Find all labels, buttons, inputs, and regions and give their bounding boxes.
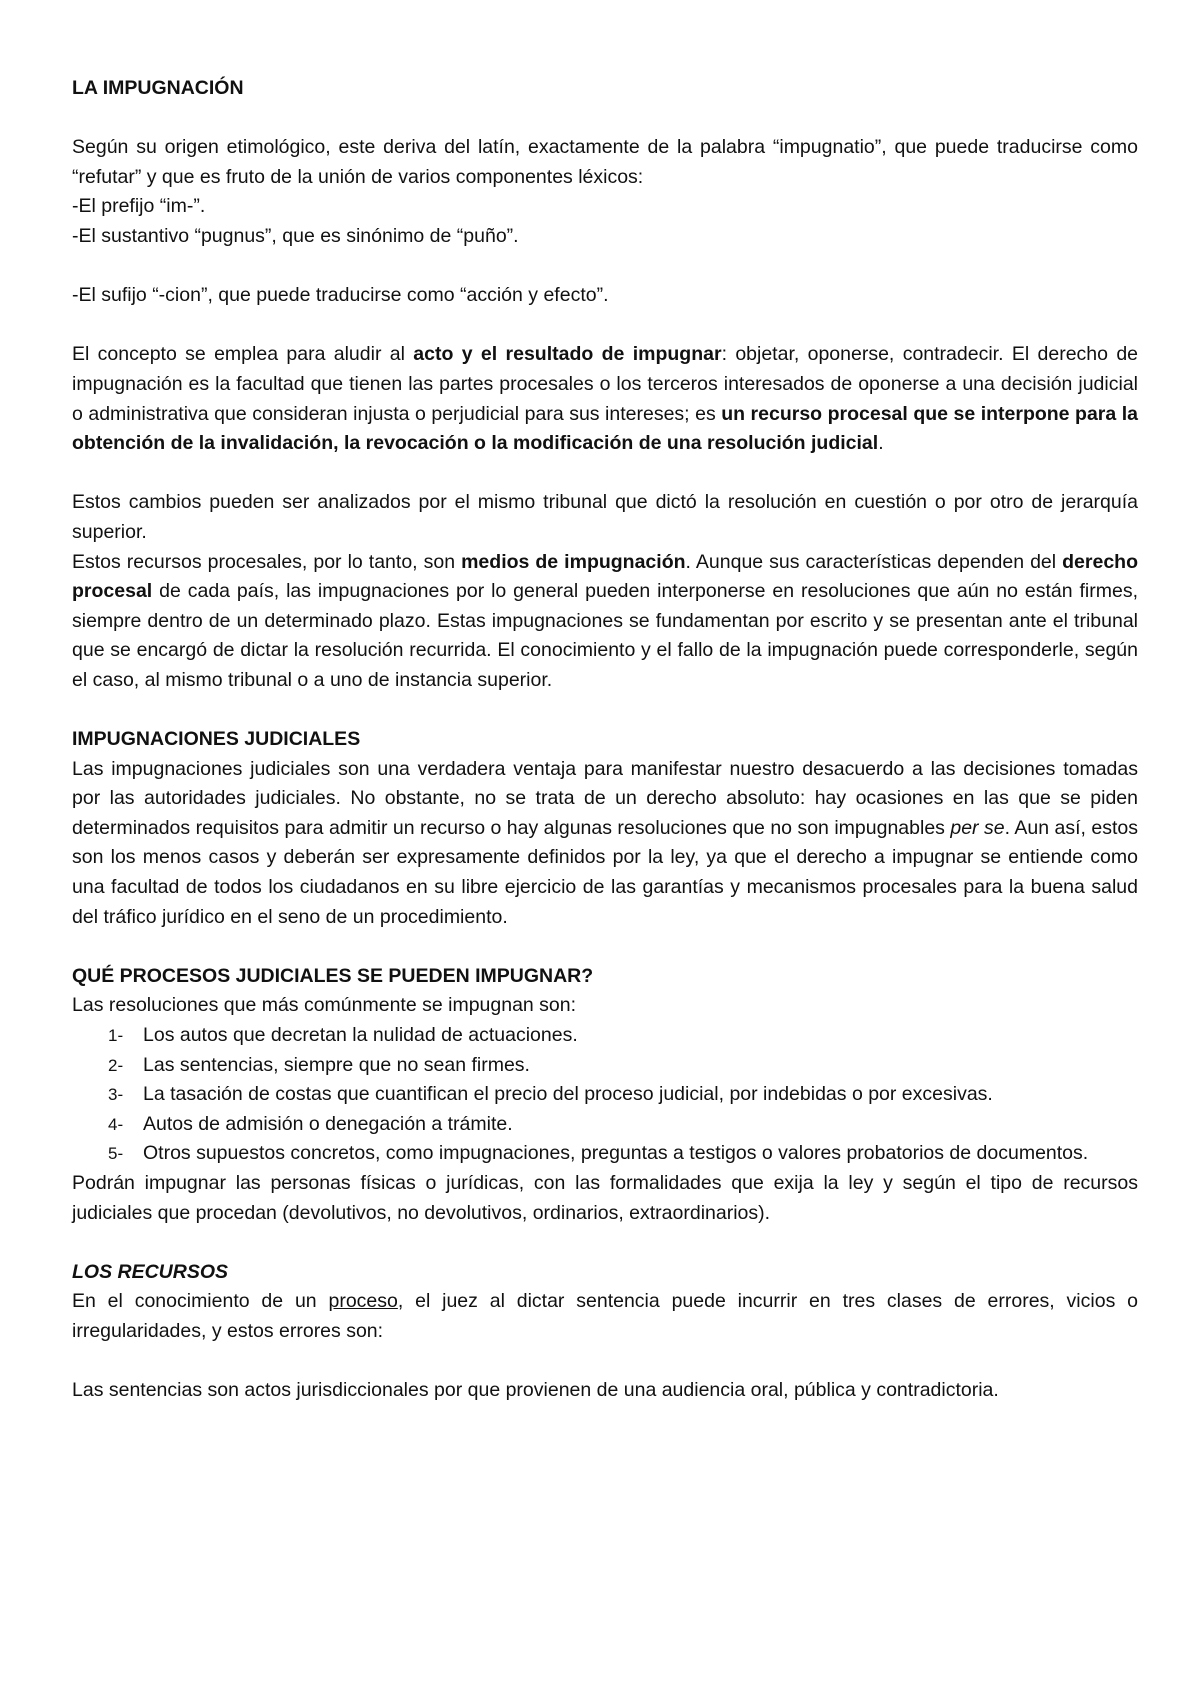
recursos-last-paragraph: Las sentencias son actos jurisdiccionales por que provienen de una audiencia oral, pública y contradictoria. bbox=[72, 1379, 999, 1402]
etymology-intro: Según su origen etimológico, este deriva del latín, exactamente de la palabra “impugnatio”, que puede traducirse como “refutar” y que es fruto de la unión de varios componentes léxicos: bbox=[72, 136, 1138, 188]
spacer bbox=[72, 311, 1138, 341]
spacer bbox=[72, 252, 1138, 282]
list-item-number: 5- bbox=[108, 1144, 124, 1164]
judicial-text-1: Las impugnaciones judiciales son una verdadera ventaja para manifestar nuestro desacuerdo a las decisiones tomadas por las autoridades judiciales. No obstante, no se trata de un derecho absoluto: hay ocasiones en las que se piden determinados requisitos para admitir un recurso o hay algunas resoluciones que no son impugnables bbox=[72, 757, 1138, 839]
list-item-text: Los autos que decretan la nulidad de actuaciones. bbox=[143, 1024, 578, 1046]
changes-text-2: . Aunque sus características dependen del bbox=[685, 550, 1063, 573]
concept-text-3: . bbox=[878, 432, 884, 455]
changes-paragraph-1: Estos cambios pueden ser analizados por el mismo tribunal que dictó la resolución en cuestión o por otro de jerarquía superior. bbox=[72, 491, 1138, 543]
list-item-text: Las sentencias, siempre que no sean firmes. bbox=[143, 1053, 530, 1076]
etymology-noun: -El sustantivo “pugnus”, que es sinónimo de “puño”. bbox=[72, 224, 519, 247]
recursos-text-2: , el juez al dictar sentencia puede incurrir en tres clases de errores, vicios o irregularidades, y estos errores son: bbox=[72, 1290, 1138, 1342]
list-item bbox=[108, 1021, 1138, 1051]
list-item-number: 4- bbox=[108, 1114, 124, 1134]
list-item bbox=[108, 1080, 1138, 1110]
spacer bbox=[72, 1347, 1138, 1377]
etymology-suffix: -El sufijo “-cion”, que puede traducirse como “acción y efecto”. bbox=[72, 284, 609, 307]
processes-intro: Las resoluciones que más comúnmente se impugnan son: bbox=[72, 994, 577, 1017]
proceso-link[interactable]: proceso bbox=[328, 1290, 398, 1313]
spacer bbox=[72, 1228, 1138, 1258]
processes-outro: Podrán impugnar las personas físicas o jurídicas, con las formalidades que exija la ley y según el tipo de recursos judiciales que procedan (devolutivos, no devolutivos, ordinarios, extraordinarios). bbox=[72, 1171, 1138, 1224]
concept-bold-1: acto y el resultado de impugnar bbox=[413, 343, 722, 366]
judicial-paragraph bbox=[72, 755, 1138, 933]
concept-bold-2: un recurso procesal que se interpone para la obtención de la invalidación, la revocación o la modificación de una resolución judicial bbox=[72, 402, 1139, 455]
spacer bbox=[72, 932, 1138, 962]
concept-text-2: : objetar, oponerse, contradecir. El derecho de impugnación es la facultad que tienen las partes procesales o los terceros interesados de oponerse a una decisión judicial o administrativa que consideran injusta o perjudicial para sus intereses; es bbox=[72, 343, 1139, 425]
document-title: LA IMPUGNACIÓN bbox=[72, 77, 244, 99]
judicial-heading: IMPUGNACIONES JUDICIALES bbox=[72, 728, 361, 751]
changes-text-1: Estos recursos procesales, por lo tanto, son bbox=[72, 550, 462, 573]
spacer bbox=[72, 104, 1138, 134]
concept-paragraph bbox=[72, 340, 1138, 458]
recursos-paragraph bbox=[72, 1287, 1138, 1346]
list-item bbox=[108, 1139, 1138, 1169]
recursos-heading: LOS RECURSOS bbox=[72, 1260, 229, 1283]
changes-text-3: de cada país, las impugnaciones por lo general pueden interponerse en resoluciones que aún no están firmes, siempre dentro de un determinado plazo. Estas impugnaciones se fundamentan por escrito y se presentan ante el tribunal que se encargó de dictar la resolución recurrida. El conocimiento y el fallo de la impugnación puede corresponderle, según el caso, al mismo tribunal o a uno de instancia superior. bbox=[72, 580, 1138, 691]
spacer bbox=[72, 459, 1138, 489]
recursos-text-1: En el conocimiento de un bbox=[72, 1290, 329, 1313]
list-item-text: Autos de admisión o denegación a trámite. bbox=[143, 1112, 513, 1135]
list-item-number: 2- bbox=[108, 1055, 124, 1075]
processes-heading: QUÉ PROCESOS JUDICIALES SE PUEDEN IMPUGNAR? bbox=[72, 964, 594, 987]
list-item-text: Otros supuestos concretos, como impugnaciones, preguntas a testigos o valores probatorios de documentos. bbox=[143, 1142, 1089, 1165]
document-page bbox=[72, 74, 1138, 1406]
changes-bold-2: derecho procesal bbox=[72, 550, 1138, 603]
list-item bbox=[108, 1051, 1138, 1081]
concept-text-1: El concepto se emplea para aludir al bbox=[72, 343, 414, 366]
processes-list bbox=[72, 1021, 1138, 1169]
judicial-text-2: . Aun así, estos son los menos casos y deberán ser expresamente definidos por la ley, ya que el derecho a impugnar se entiende como una facultad de todos los ciudadanos en su libre ejercicio de las garantías y mecanismos procesales para la buena salud del tráfico jurídico en el seno de un procedimiento. bbox=[72, 816, 1138, 928]
changes-paragraph-2 bbox=[72, 548, 1138, 696]
list-item-number: 3- bbox=[108, 1085, 124, 1105]
list-item bbox=[108, 1110, 1138, 1140]
spacer bbox=[72, 695, 1138, 725]
judicial-italic: per se bbox=[950, 816, 1005, 839]
list-item-number: 1- bbox=[108, 1026, 124, 1045]
list-item-text: La tasación de costas que cuantifican el precio del proceso judicial, por indebidas o por excesivas. bbox=[143, 1083, 993, 1106]
etymology-prefix: -El prefijo “im-”. bbox=[72, 195, 206, 218]
changes-bold-1: medios de impugnación bbox=[461, 550, 686, 573]
